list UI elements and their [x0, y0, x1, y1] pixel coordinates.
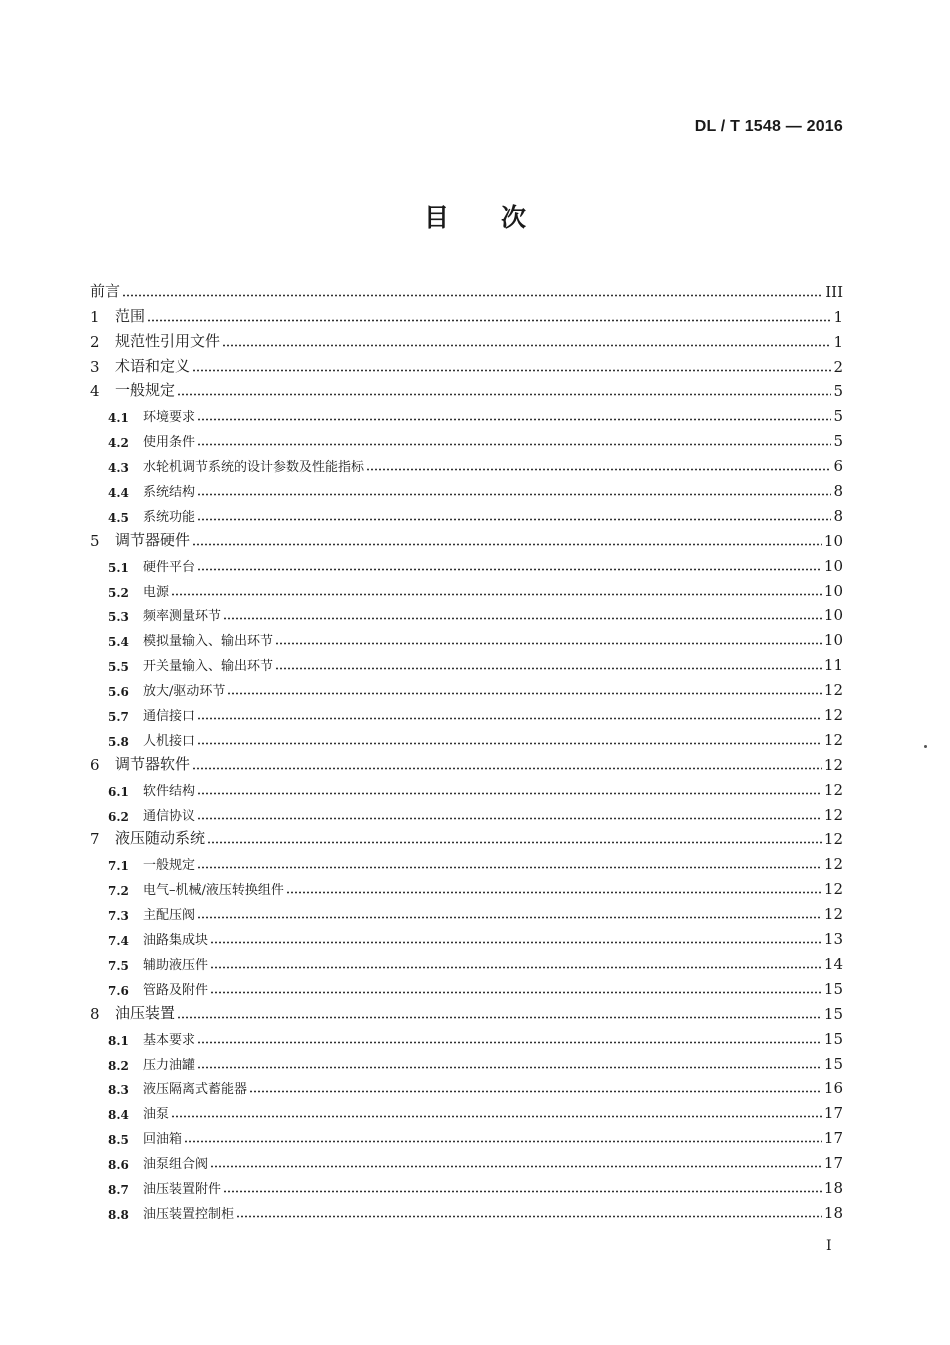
toc-entry-number: 8.6 — [108, 1158, 129, 1173]
toc-entry[interactable] — [90, 873, 843, 898]
dot-leader — [184, 1140, 822, 1143]
toc-entry-label: 油路集成块 — [143, 933, 209, 949]
dot-leader — [197, 817, 822, 820]
toc-entry-label: 通信协议 — [143, 808, 196, 824]
toc-entry-page: 12 — [823, 830, 843, 849]
toc-entry-label: 放大/驱动环节 — [143, 684, 226, 700]
dot-leader — [147, 319, 831, 322]
toc-entry-number: 8.3 — [108, 1083, 129, 1098]
toc-entry-number: 1 — [90, 307, 100, 326]
toc-entry[interactable] — [90, 973, 843, 998]
toc-entry-page: 5 — [833, 382, 843, 401]
toc-entry-number: 5.4 — [108, 635, 129, 650]
toc-entry-number: 6.1 — [108, 784, 129, 799]
toc-entry[interactable] — [90, 1023, 843, 1048]
toc-entry-label: 回油箱 — [143, 1132, 183, 1148]
toc-entry-number: 7.6 — [108, 983, 129, 998]
toc-entry-label: 开关量输入、输出环节 — [143, 659, 274, 675]
toc-entry-number: 8 — [90, 1004, 100, 1023]
toc-entry[interactable] — [90, 724, 843, 749]
toc-entry-page: 12 — [823, 880, 843, 899]
dot-leader — [197, 717, 822, 720]
toc-entry[interactable] — [90, 400, 843, 425]
toc-entry-number: 6 — [90, 755, 100, 774]
dot-leader — [275, 642, 822, 645]
toc-entry[interactable] — [90, 749, 843, 774]
toc-entry-number: 5 — [90, 531, 100, 550]
page-number: I — [826, 1238, 832, 1254]
toc-entry[interactable] — [90, 774, 843, 799]
toc-entry[interactable] — [90, 1172, 843, 1197]
dot-leader — [210, 991, 822, 994]
toc-entry-label: 规范性引用文件 — [115, 331, 221, 350]
toc-entry-number: 8.5 — [108, 1133, 129, 1148]
table-of-contents — [90, 276, 843, 1222]
toc-entry-label: 油泵 — [143, 1107, 170, 1123]
toc-entry-label: 油压装置控制柜 — [143, 1206, 235, 1222]
toc-entry-number: 2 — [90, 332, 100, 351]
toc-entry-page: 12 — [823, 805, 843, 824]
toc-entry[interactable] — [90, 624, 843, 649]
toc-entry-label: 系统结构 — [143, 485, 196, 501]
dot-leader — [197, 1066, 822, 1069]
dot-leader — [197, 742, 822, 745]
toc-entry-number: 8.7 — [108, 1182, 129, 1197]
toc-entry-page: 10 — [823, 531, 843, 550]
toc-entry-page: 12 — [823, 706, 843, 725]
dot-leader — [210, 966, 822, 969]
toc-entry[interactable] — [90, 898, 843, 923]
toc-entry-label: 辅助液压件 — [143, 957, 209, 973]
toc-entry[interactable] — [90, 376, 843, 401]
dot-leader — [210, 1165, 822, 1168]
toc-entry[interactable] — [90, 674, 843, 699]
toc-entry-page: 12 — [823, 855, 843, 874]
dot-leader — [197, 916, 822, 919]
toc-entry-page: 10 — [823, 581, 843, 600]
toc-entry[interactable] — [90, 948, 843, 973]
toc-entry-number: 4.3 — [108, 461, 129, 476]
toc-entry-page: 12 — [823, 730, 843, 749]
toc-entry-label: 一般规定 — [115, 381, 176, 400]
dot-leader — [197, 493, 831, 496]
toc-entry[interactable] — [90, 301, 843, 326]
toc-entry[interactable] — [90, 351, 843, 376]
toc-entry[interactable] — [90, 699, 843, 724]
dot-leader — [177, 393, 831, 396]
toc-entry-number: 7.1 — [108, 859, 129, 874]
toc-entry-page: 1 — [833, 332, 843, 351]
toc-entry-page: 13 — [823, 930, 843, 949]
toc-entry[interactable] — [90, 550, 843, 575]
toc-entry-page: 10 — [823, 606, 843, 625]
toc-entry[interactable] — [90, 848, 843, 873]
dot-leader — [197, 866, 822, 869]
toc-entry-label: 系统功能 — [143, 509, 196, 525]
dot-leader — [192, 369, 831, 372]
toc-entry[interactable] — [90, 923, 843, 948]
toc-entry-page: 6 — [833, 457, 843, 476]
toc-entry[interactable] — [90, 326, 843, 351]
toc-entry-label: 通信接口 — [143, 709, 196, 725]
dot-leader — [197, 518, 831, 521]
toc-entry-page: 15 — [823, 1029, 843, 1048]
toc-entry-number: 5.6 — [108, 685, 129, 700]
dot-leader — [249, 1090, 822, 1093]
toc-entry-label: 硬件平台 — [143, 559, 196, 575]
dot-leader — [177, 1016, 822, 1019]
toc-entry-number: 8.1 — [108, 1033, 129, 1048]
page-title: 目次 — [423, 203, 578, 232]
toc-entry[interactable] — [90, 1097, 843, 1122]
dot-leader — [122, 294, 823, 297]
dot-leader — [197, 418, 831, 421]
toc-entry-page: 2 — [833, 357, 843, 376]
toc-entry[interactable] — [90, 799, 843, 824]
toc-entry-page: 14 — [823, 954, 843, 973]
scan-speck — [924, 745, 927, 748]
toc-entry-label: 调节器软件 — [115, 754, 191, 773]
dot-leader — [222, 344, 831, 347]
toc-entry-page: 12 — [823, 780, 843, 799]
toc-entry-page: 12 — [823, 755, 843, 774]
toc-entry[interactable] — [90, 649, 843, 674]
toc-entry-label: 水轮机调节系统的设计参数及性能指标 — [143, 460, 365, 476]
toc-entry[interactable] — [90, 450, 843, 475]
toc-entry-label: 使用条件 — [143, 435, 196, 451]
toc-entry-label: 人机接口 — [143, 733, 196, 749]
toc-entry-number: 7.3 — [108, 909, 129, 924]
toc-entry-number: 5.7 — [108, 710, 129, 725]
toc-entry-label: 主配压阀 — [143, 908, 196, 924]
toc-entry-number: 5.1 — [108, 560, 129, 575]
toc-entry-label: 电源 — [143, 584, 170, 600]
toc-entry-label: 基本要求 — [143, 1032, 196, 1048]
toc-entry[interactable] — [90, 824, 843, 849]
toc-entry[interactable] — [90, 525, 843, 550]
toc-entry-number: 7.4 — [108, 934, 129, 949]
toc-entry-page: 1 — [833, 307, 843, 326]
dot-leader — [192, 543, 822, 546]
toc-entry-label: 电气–机械/液压转换组件 — [143, 883, 284, 899]
dot-leader — [197, 443, 831, 446]
dot-leader — [192, 767, 822, 770]
toc-entry-number: 8.8 — [108, 1207, 129, 1222]
toc-entry-label: 油压装置附件 — [143, 1181, 222, 1197]
dot-leader — [171, 593, 822, 596]
toc-entry-page: 12 — [823, 905, 843, 924]
toc-entry-label: 术语和定义 — [115, 356, 191, 375]
dot-leader — [197, 1041, 822, 1044]
toc-entry-number: 8.4 — [108, 1108, 129, 1123]
toc-entry-number: 5.8 — [108, 734, 129, 749]
toc-entry-page: 17 — [823, 1104, 843, 1123]
toc-entry-number: 6.2 — [108, 809, 129, 824]
dot-leader — [197, 792, 822, 795]
toc-entry-page: 8 — [833, 482, 843, 501]
toc-entry[interactable] — [90, 1122, 843, 1147]
toc-entry[interactable] — [90, 276, 843, 301]
toc-entry-number: 4.1 — [108, 411, 129, 426]
toc-entry-page: III — [825, 282, 843, 301]
dot-leader — [171, 1115, 822, 1118]
toc-entry-page: 17 — [823, 1154, 843, 1173]
toc-entry-label: 范围 — [115, 306, 146, 325]
toc-entry-number: 7.5 — [108, 958, 129, 973]
toc-entry-page: 12 — [823, 681, 843, 700]
toc-entry[interactable] — [90, 1048, 843, 1073]
toc-entry-page: 10 — [823, 556, 843, 575]
toc-entry-number: 7.2 — [108, 884, 129, 899]
toc-entry-number: 4 — [90, 382, 100, 401]
toc-entry-page: 10 — [823, 631, 843, 650]
toc-entry[interactable] — [90, 425, 843, 450]
toc-entry[interactable] — [90, 500, 843, 525]
toc-entry-label: 油泵组合阀 — [143, 1157, 209, 1173]
toc-entry[interactable] — [90, 1147, 843, 1172]
toc-entry-number: 4.5 — [108, 510, 129, 525]
toc-entry-number: 4.4 — [108, 486, 129, 501]
toc-entry-number: 8.2 — [108, 1058, 129, 1073]
dot-leader — [207, 841, 822, 844]
toc-entry-label: 环境要求 — [143, 410, 196, 426]
standard-code: DL / T 1548 — 2016 — [694, 118, 843, 135]
toc-entry-page: 15 — [823, 979, 843, 998]
toc-entry-page: 16 — [823, 1079, 843, 1098]
toc-entry[interactable] — [90, 575, 843, 600]
toc-entry-number: 5.5 — [108, 660, 129, 675]
dot-leader — [223, 617, 822, 620]
dot-leader — [286, 891, 822, 894]
toc-entry[interactable] — [90, 1197, 843, 1222]
dot-leader — [223, 1190, 822, 1193]
toc-entry-page: 8 — [833, 506, 843, 525]
toc-entry-label: 调节器硬件 — [115, 530, 191, 549]
toc-entry-label: 液压随动系统 — [115, 829, 206, 848]
toc-entry-page: 15 — [823, 1004, 843, 1023]
toc-entry[interactable] — [90, 998, 843, 1023]
toc-entry-page: 5 — [833, 432, 843, 451]
toc-entry-number: 4.2 — [108, 436, 129, 451]
toc-entry[interactable] — [90, 600, 843, 625]
dot-leader — [275, 667, 822, 670]
toc-entry-page: 18 — [823, 1203, 843, 1222]
dot-leader — [366, 468, 831, 471]
dot-leader — [236, 1215, 822, 1218]
toc-entry-page: 17 — [823, 1129, 843, 1148]
toc-entry[interactable] — [90, 475, 843, 500]
toc-entry-number: 3 — [90, 357, 100, 376]
toc-entry-number: 7 — [90, 830, 100, 849]
toc-entry-page: 11 — [823, 656, 843, 675]
dot-leader — [227, 692, 822, 695]
toc-entry-page: 18 — [823, 1178, 843, 1197]
dot-leader — [197, 568, 822, 571]
toc-entry-label: 一般规定 — [143, 858, 196, 874]
toc-entry-label: 管路及附件 — [143, 982, 209, 998]
toc-entry-number: 5.2 — [108, 585, 129, 600]
toc-entry-label: 油压装置 — [115, 1003, 176, 1022]
toc-entry-label: 前言 — [90, 281, 121, 300]
toc-entry-number: 5.3 — [108, 610, 129, 625]
toc-entry-page: 5 — [833, 407, 843, 426]
toc-entry-label: 软件结构 — [143, 783, 196, 799]
toc-entry-label: 压力油罐 — [143, 1057, 196, 1073]
toc-entry[interactable] — [90, 1073, 843, 1098]
toc-entry-label: 模拟量输入、输出环节 — [143, 634, 274, 650]
dot-leader — [210, 941, 822, 944]
toc-entry-page: 15 — [823, 1054, 843, 1073]
toc-entry-label: 频率测量环节 — [143, 609, 222, 625]
toc-entry-label: 液压隔离式蓄能器 — [143, 1082, 248, 1098]
